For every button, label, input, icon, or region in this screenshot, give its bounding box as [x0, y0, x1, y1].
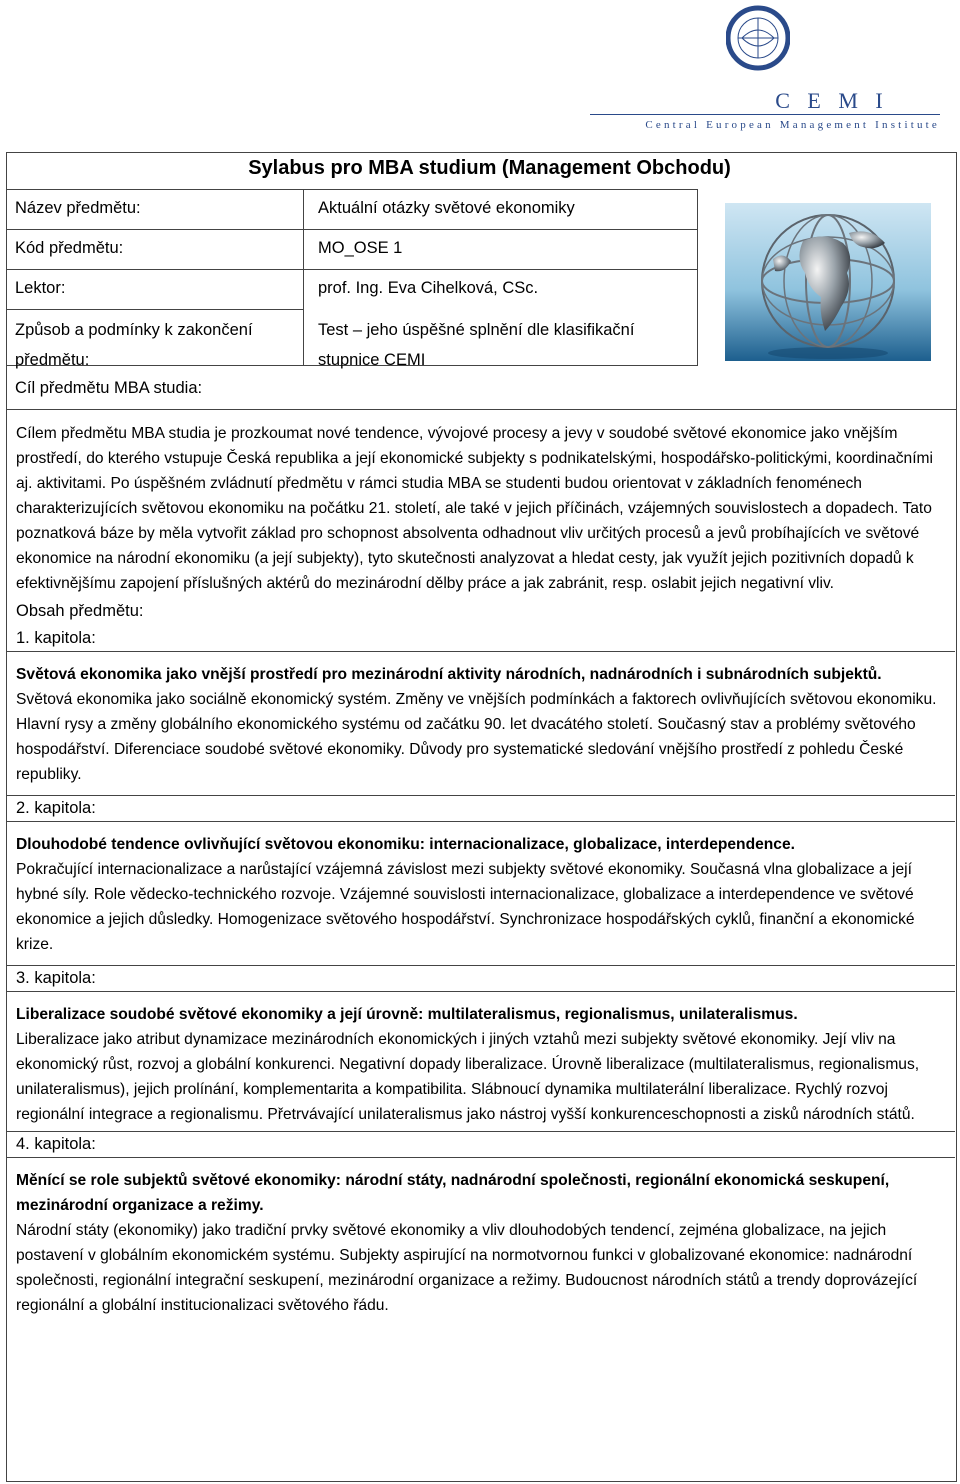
page-title: Sylabus pro MBA studium (Management Obchodu): [248, 157, 731, 179]
lecturer-value: prof. Ing. Eva Cihelková, CSc.: [318, 279, 539, 297]
syllabus-header: [7, 153, 956, 410]
course-code-label: Kód předmětu:: [15, 239, 124, 257]
course-name-label: Název předmětu:: [15, 199, 141, 217]
globe-icon: [725, 203, 931, 361]
content-label: Obsah předmětu:: [16, 602, 144, 620]
globe-image: [725, 203, 931, 361]
cemi-logo: [580, 4, 940, 131]
cemi-emblem-icon: [726, 4, 790, 80]
goal-text: Cílem předmětu MBA studia je prozkoumat nové tendence, vývojové procesy a jevy v soudobé světové ekonomice jako vnějším prostředí, do kterého vstupuje Česká republika a její ekonomické subjekty s podnikatelskými, hospodářsko-politickými, koordinačními aj. aktivitami. Po úspěšném zvládnutí předmětu v rámci studia MBA se studenti budou orientovat v základních fenoménech charakterizujících světovou ekonomiku na počátku 21. století, ale také v jejich příčinách, vzájemných souvislostech a dopadech. Tato poznatková báze by měla vytvořit základ pro schopnost absolventa odhadnout vliv určitých procesů a jevů probíhajících ve světové ekonomice na národní ekonomiku (a její subjekty), tyto skutečnosti analyzovat a hledat cesty, jak využít jejich pozitivních dopadů k efektivnějšímu zapojení příslušných aktérů do mezinárodní dělby práce a jak zabránit, resp. oslabit jejich negativní vliv.: [16, 425, 934, 592]
logo-wordmark: C E M I: [775, 88, 889, 113]
chapter-2-label: 2. kapitola:: [16, 799, 96, 817]
logo-divider: [590, 114, 940, 115]
chapter-4-label: 4. kapitola:: [16, 1135, 96, 1153]
syllabus-frame: [6, 152, 957, 1482]
lecturer-label: Lektor:: [15, 279, 66, 297]
completion-value: Test – jeho úspěšné splnění dle klasifikační stupnice CEMI: [318, 321, 635, 369]
logo-subtitle: Central European Management Institute: [645, 119, 940, 131]
chapter-2-text: Pokračující internacionalizace a narůstající vzájemná závislost mezi subjekty světové ekonomiky. Současná vlna globalizace a její hybné síly. Role vědecko-technického rozvoje. Vzájemné souvislosti internacionalizace, globalizace a interdependence ve světové ekonomice a jejich důsledky. Homogenizace světového hospodářství. Synchronizace hospodářských cyklů, finanční a ekonomické krize.: [16, 861, 915, 953]
chapter-4-heading: Měnící se role subjektů světové ekonomiky: národní státy, nadnárodní společnosti, regionální ekonomická seskupení, mezinárodní organizace a režimy.: [16, 1172, 890, 1214]
chapter-3-heading: Liberalizace soudobé světové ekonomiky a její úrovně: multilateralismus, regionalismus, unilateralismus.: [16, 1006, 798, 1023]
chapter-1-text: Světová ekonomika jako sociálně ekonomický systém. Změny ve vnějších podmínkách a faktorech ovlivňujících světovou ekonomiku. Hlavní rysy a změny globálního ekonomického systému od začátku 90. let dvacátého století. Současný stav a problémy světového hospodářství. Diferenciace soudobé světové ekonomiky. Důvody pro systematické sledování vnějšího prostředí z pohledu České republiky.: [16, 691, 937, 783]
syllabus-body: [16, 421, 946, 1318]
completion-label: Způsob a podmínky k zakončení předmětu:: [15, 321, 253, 369]
course-code-value: MO_OSE 1: [318, 239, 403, 257]
chapter-1-label: 1. kapitola:: [16, 629, 96, 647]
chapter-3-text: Liberalizace jako atribut dynamizace mezinárodních ekonomických i jiných vztahů mezi subjekty světové ekonomiky. Její vliv na ekonomický růst, rozvoj a globální konkurenci. Negativní dopady liberalizace. Úrovně liberalizace (multilateralismus, regionalismus, unilateralismus), jejich prolínání, komplementarita a kompatibilita. Slábnoucí dynamika multilaterální liberalizace. Rychlý rozvoj regionální integrace a regionalismu. Přetrvávající unilateralismus jako nástroj vyšší konkurenceschopnosti a zisků národních států.: [16, 1031, 920, 1123]
chapter-1-heading: Světová ekonomika jako vnější prostředí pro mezinárodní aktivity národních, nadnárodních i subnárodních subjektů.: [16, 666, 882, 683]
chapter-3-label: 3. kapitola:: [16, 969, 96, 987]
chapter-2-heading: Dlouhodobé tendence ovlivňující světovou ekonomiku: internacionalizace, globalizace, interdependence.: [16, 836, 795, 853]
course-name-value: Aktuální otázky světové ekonomiky: [318, 199, 575, 217]
chapter-4-text: Národní státy (ekonomiky) jako tradiční prvky světové ekonomiky a vliv dlouhodobých tendencí, zejména globalizace, na jejich postavení v globálním ekonomickém systému. Subjekty aspirující na normotvornou funkci v globalizované ekonomice: nadnárodní společnosti, regionální integrační seskupení, mezinárodní organizace a režimy. Budoucnost národních států a trendy doprovázející regionální a globální institucionalizaci světového řádu.: [16, 1222, 918, 1314]
goal-label: Cíl předmětu MBA studia:: [15, 379, 203, 397]
